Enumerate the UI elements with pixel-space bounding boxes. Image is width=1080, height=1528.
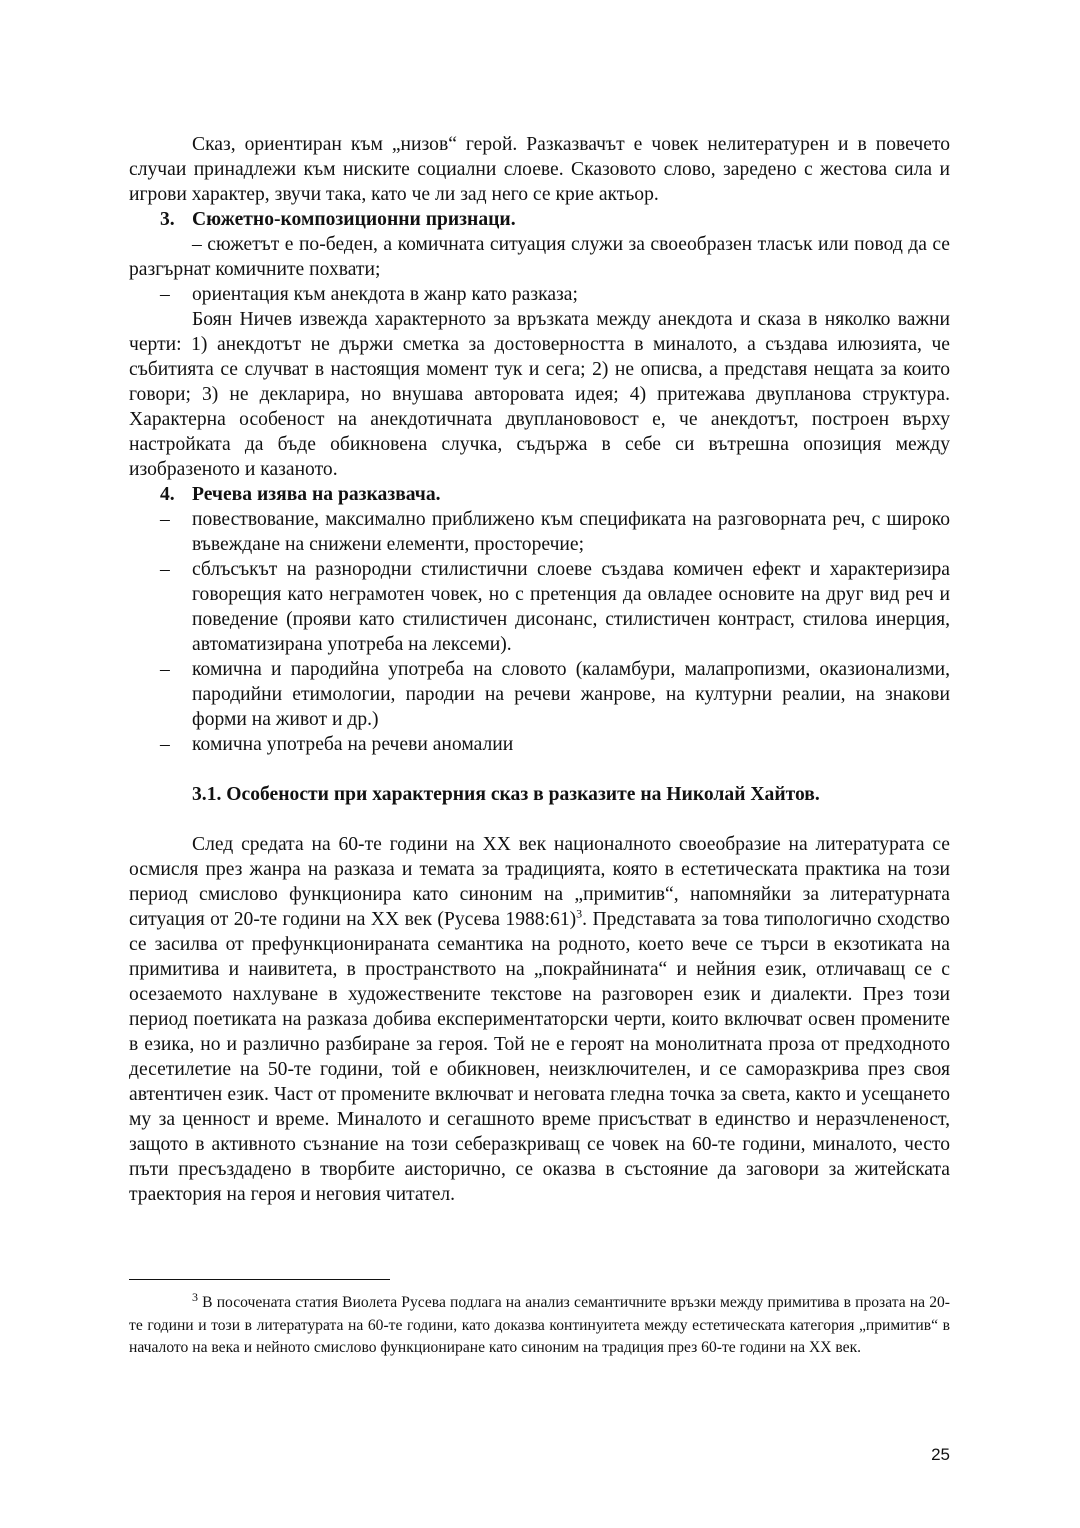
- footnote-separator: [129, 1279, 390, 1280]
- plot-dash-item-1: – сюжетът е по-беден, а комичната ситуация служи за своеобразен тласък или повод да се разгърнат комичните похвати;: [129, 234, 950, 280]
- plot-dash-item-2-text: ориентация към анекдота в жанр като разказа;: [192, 284, 578, 305]
- text-block-2: [129, 832, 950, 1207]
- footnote-marker: 3: [192, 1289, 198, 1304]
- section-title-block: [129, 782, 950, 807]
- speech-item-4-text: комична употреба на речеви аномалии: [192, 734, 514, 755]
- plot-dash-item-2: [129, 282, 950, 307]
- paragraph-haytov-part2: . Представата за това типологично сходство се засилва от префункционираната семантика на родното, което вече се търси в екзотиката на примитива и наивитета, в пространството на „покрайнината“ и нейния език, отличаващ се с осезаемото нахлуване в художествените текстове на разговорен език и диалекти. През този период поетиката на разказа добива експериментаторски черти, които включват освен промените в езика, но и различно разбиране за героя. Той не е героят на монолитната проза от предходното десетилетие на 50-те години, той е обикновен, неизключителен, и се саморазкрива през своя автентичен език. Част от промените включват и неговата гледна точка за света, както и усещането му за ценност и време. Миналото и сегашното време присъстват в единство и неразчлененост, защото в активното съзнание на този себеразкриващ се човек на 60-те години, миналото, често пъти пресъздадено в творбите аисторично, се оказва в състояние да заговори за житейската траектория на героя и неговия читател.: [129, 909, 950, 1205]
- footnote: [129, 1289, 950, 1360]
- heading-4: [129, 482, 950, 507]
- heading-3-number: 3.: [160, 209, 175, 230]
- page-number: 25: [931, 1445, 950, 1464]
- heading-4-text: Речева изява на разказвача.: [192, 484, 441, 505]
- paragraph-haytov-part1: След средата на 60-те години на XX век националното своеобразие на литературата се осмисля през жанра на разказа и темата за традицията, която в естетическата практика на този период смислово функционира като синоним на „примитив“, напомняйки за литературната ситуация от 20-те години на XX век (Русева 1988:61): [129, 834, 950, 930]
- speech-item-1-text: повествование, максимално приближено към спецификата на разговорната реч, с широко въвеждане на снижени елементи, просторечие;: [192, 509, 950, 555]
- paragraph-skaz: Сказ, ориентиран към „низов“ герой. Разказвачът е човек нелитературен и в повечето случаи принадлежи към ниските социални слоеве. Сказовото слово, заредено с жестова сила и игрови характер, звучи така, като че ли зад него се крие актьор.: [129, 134, 950, 205]
- text-block-1: [129, 132, 950, 757]
- heading-4-number: 4.: [160, 484, 175, 505]
- speech-item-1: [129, 507, 950, 557]
- speech-item-3: [129, 657, 950, 732]
- footnote-reference[interactable]: 3: [576, 906, 583, 921]
- dash-marker: –: [160, 284, 170, 305]
- speech-item-3-text: комична и пародийна употреба на словото (каламбури, малапропизми, оказионализми, пародийни етимологии, пародии на речеви жанрове, на културни реалии, на знакови форми на живот и др.): [192, 659, 950, 730]
- paragraph-nichev: Боян Ничев извежда характерното за връзката между анекдота и сказа в няколко важни черти: 1) анекдотът не държи сметка за достоверността в миналото, а създава илюзията, че събитията се случват в настоящия момент тук и сега; 2) не описва, а представя нещата за които говори; 3) не декларира, но внушава авторовата идея; 4) притежава двупланова структура. Характерна особеност на анекдотичната двупланововост е, че анекдотът, построен върху настройката да бъде обикновена случка, съдържа в себе си вътрешна опозиция между изобразеното и казаното.: [129, 309, 950, 480]
- dash-marker: –: [160, 734, 170, 755]
- footnote-text: В посочената статия Виолета Русева подлага на анализ семантичните връзки между примитива в прозата на 20-те години и този в литературата на 60-те години, като доказва континуитета между естетическата категория „примитив“ в началото на века и нейното смислово функциониране като синоним на традиция през 60-те години на XX век.: [129, 1294, 950, 1356]
- footnote-paragraph: [129, 1289, 950, 1360]
- paragraph-haytov: [129, 832, 950, 1207]
- dash-marker: –: [160, 509, 170, 530]
- speech-item-4: [129, 732, 950, 757]
- dash-marker: –: [160, 559, 170, 580]
- section-title: 3.1. Особености при характерния сказ в разказите на Николай Хайтов.: [192, 784, 820, 805]
- heading-3-text: Сюжетно-композиционни признаци.: [192, 209, 516, 230]
- heading-3: [129, 207, 950, 232]
- speech-item-2: [129, 557, 950, 657]
- dash-marker: –: [160, 659, 170, 680]
- speech-item-2-text: сблъсъкът на разнородни стилистични слоеве създава комичен ефект и характеризира говорещия като неграмотен човек, но с претенция да овладее основите на друг вид реч и поведение (прояви като стилистичен дисонанс, стилистичен контраст, стилова инерция, автоматизирана употреба на лексеми).: [192, 559, 950, 655]
